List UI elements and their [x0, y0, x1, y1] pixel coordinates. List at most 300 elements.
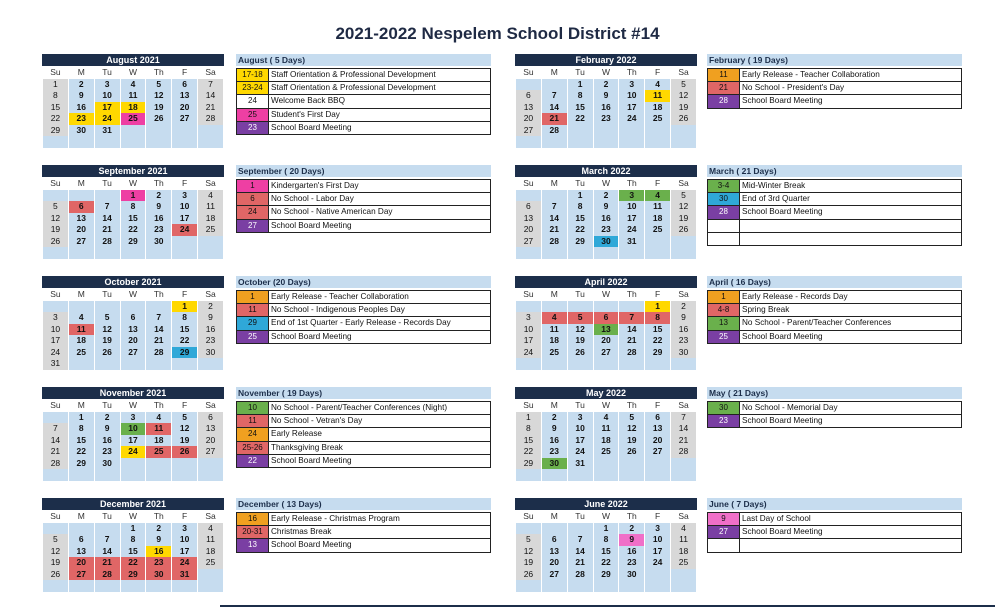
week-row [516, 201, 696, 213]
weekday-header: Th [619, 178, 644, 190]
week-row [43, 446, 223, 458]
day-cell: 24 [516, 347, 541, 359]
day-cell: 14 [542, 102, 567, 114]
weekday-header: W [121, 67, 146, 79]
day-cell: 5 [43, 201, 68, 213]
weekday-header-row [43, 511, 223, 523]
day-cell: 26 [95, 347, 120, 359]
weekday-header: F [645, 400, 670, 412]
day-cell: 22 [172, 335, 197, 347]
day-cell: 21 [542, 224, 567, 236]
day-cell: 17 [619, 213, 644, 225]
week-row [43, 102, 223, 114]
event-row [236, 206, 491, 219]
empty-day-cell [594, 247, 619, 259]
day-cell: 8 [69, 423, 94, 435]
empty-day-cell [594, 125, 619, 137]
month-header: October 2021 [42, 276, 224, 288]
day-cell: 1 [645, 301, 670, 313]
day-cell: 17 [645, 546, 670, 558]
day-cell: 25 [542, 347, 567, 359]
empty-day-cell [671, 125, 696, 137]
day-cell: 23 [619, 557, 644, 569]
day-cell: 28 [542, 125, 567, 137]
weekday-header: W [594, 178, 619, 190]
weekday-header: Th [619, 67, 644, 79]
day-cell: 28 [95, 569, 120, 581]
event-row [236, 193, 491, 206]
day-cell: 20 [594, 335, 619, 347]
weekday-header: W [594, 400, 619, 412]
day-cell: 15 [69, 435, 94, 447]
week-row [516, 236, 696, 248]
empty-day-cell [516, 358, 541, 370]
month-table [42, 67, 224, 148]
empty-day-cell [645, 125, 670, 137]
day-cell: 4 [645, 190, 670, 202]
event-description: No School - Native American Day [271, 207, 393, 217]
month-calendar [42, 387, 224, 481]
event-list [236, 498, 491, 553]
week-row [516, 113, 696, 125]
event-list-header: June ( 7 Days) [707, 498, 962, 510]
event-list [236, 165, 491, 233]
day-cell: 26 [568, 347, 593, 359]
weekday-header: M [542, 400, 567, 412]
day-cell: 10 [516, 324, 541, 336]
day-cell: 28 [43, 458, 68, 470]
week-row [43, 301, 223, 313]
empty-day-cell [542, 79, 567, 91]
day-cell: 8 [568, 90, 593, 102]
event-row [707, 193, 962, 206]
day-cell: 1 [121, 190, 146, 202]
day-cell: 19 [95, 335, 120, 347]
day-cell: 7 [146, 312, 171, 324]
empty-day-cell [146, 458, 171, 470]
day-cell: 24 [172, 224, 197, 236]
event-description: No School - Parent/Teacher Conferences (Night) [271, 403, 448, 412]
day-cell: 24 [619, 113, 644, 125]
day-cell: 17 [619, 102, 644, 114]
weekday-header: Tu [95, 67, 120, 79]
event-date: 10 [237, 402, 269, 414]
empty-day-cell [69, 247, 94, 259]
day-cell: 5 [568, 312, 593, 324]
day-cell: 20 [542, 557, 567, 569]
week-row [43, 412, 223, 424]
event-list-header: August ( 5 Days) [236, 54, 491, 66]
day-cell: 22 [69, 446, 94, 458]
weekday-header: Sa [671, 511, 696, 523]
empty-day-cell [619, 580, 644, 592]
event-row [236, 122, 491, 135]
day-cell: 19 [671, 102, 696, 114]
day-cell: 20 [516, 113, 541, 125]
weekday-header: Th [146, 67, 171, 79]
week-row [43, 247, 223, 259]
empty-day-cell [121, 136, 146, 148]
event-description: School Board Meeting [742, 527, 823, 537]
weekday-header: Sa [671, 67, 696, 79]
day-cell: 16 [95, 435, 120, 447]
day-cell: 31 [619, 236, 644, 248]
event-row [707, 415, 962, 428]
day-cell: 13 [516, 213, 541, 225]
empty-day-cell [594, 458, 619, 470]
weekday-header: Tu [95, 400, 120, 412]
day-cell: 8 [645, 312, 670, 324]
event-list [236, 54, 491, 135]
day-cell: 10 [43, 324, 68, 336]
event-description: No School - President's Day [742, 83, 845, 93]
day-cell: 14 [198, 90, 223, 102]
day-cell: 12 [172, 423, 197, 435]
day-cell: 24 [95, 113, 120, 125]
empty-day-cell [645, 580, 670, 592]
event-description: School Board Meeting [271, 455, 352, 465]
event-row [707, 206, 962, 219]
weekday-header: W [121, 289, 146, 301]
day-cell: 16 [594, 213, 619, 225]
day-cell: 6 [69, 201, 94, 213]
day-cell: 5 [172, 412, 197, 424]
event-description: Early Release - Christmas Program [271, 514, 400, 523]
day-cell: 23 [594, 224, 619, 236]
weekday-header: Su [516, 511, 541, 523]
event-description: Early Release - Records Day [742, 292, 848, 301]
day-cell: 2 [594, 190, 619, 202]
event-date [708, 539, 740, 551]
day-cell: 8 [516, 423, 541, 435]
day-cell: 1 [121, 523, 146, 535]
day-cell: 15 [516, 435, 541, 447]
day-cell: 23 [542, 446, 567, 458]
day-cell: 25 [198, 557, 223, 569]
day-cell: 4 [198, 190, 223, 202]
empty-day-cell [594, 580, 619, 592]
event-date: 25-26 [237, 442, 269, 454]
event-date: 25 [708, 331, 740, 343]
week-row [516, 301, 696, 313]
day-cell: 13 [645, 423, 670, 435]
day-cell: 20 [645, 435, 670, 447]
weekday-header: Sa [198, 511, 223, 523]
day-cell: 12 [95, 324, 120, 336]
week-row [516, 546, 696, 558]
day-cell: 30 [542, 458, 567, 470]
day-cell: 15 [645, 324, 670, 336]
weekday-header: Tu [568, 511, 593, 523]
day-cell: 25 [69, 347, 94, 359]
day-cell: 3 [43, 312, 68, 324]
day-cell: 11 [121, 90, 146, 102]
week-row [516, 347, 696, 359]
weekday-header: F [172, 67, 197, 79]
event-date: 6 [237, 193, 269, 205]
event-date [708, 233, 740, 245]
day-cell: 14 [43, 435, 68, 447]
event-date: 11 [237, 415, 269, 427]
empty-day-cell [542, 136, 567, 148]
event-row [236, 304, 491, 317]
week-row [516, 213, 696, 225]
empty-day-cell [69, 358, 94, 370]
empty-day-cell [568, 523, 593, 535]
day-cell: 30 [146, 236, 171, 248]
day-cell: 9 [594, 90, 619, 102]
empty-day-cell [198, 569, 223, 581]
empty-day-cell [516, 580, 541, 592]
day-cell: 4 [671, 523, 696, 535]
day-cell: 27 [172, 113, 197, 125]
week-row [516, 102, 696, 114]
month-header: March 2022 [515, 165, 697, 177]
day-cell: 21 [95, 224, 120, 236]
event-row [236, 109, 491, 122]
day-cell: 9 [146, 201, 171, 213]
day-cell: 1 [568, 79, 593, 91]
weekday-header: Tu [568, 289, 593, 301]
week-row [516, 125, 696, 137]
month-calendar [515, 165, 697, 259]
month-table [515, 178, 697, 259]
day-cell: 8 [594, 534, 619, 546]
week-row [43, 79, 223, 91]
empty-day-cell [671, 569, 696, 581]
weekday-header: M [542, 67, 567, 79]
day-cell: 7 [671, 412, 696, 424]
event-list-header: May ( 21 Days) [707, 387, 962, 399]
day-cell: 4 [198, 523, 223, 535]
empty-day-cell [95, 358, 120, 370]
day-cell: 18 [198, 546, 223, 558]
empty-day-cell [568, 358, 593, 370]
weekday-header: Th [146, 511, 171, 523]
day-cell: 5 [43, 534, 68, 546]
month-header: June 2022 [515, 498, 697, 510]
event-description: Welcome Back BBQ [271, 96, 346, 106]
event-date: 9 [708, 513, 740, 525]
week-row [516, 423, 696, 435]
day-cell: 11 [198, 534, 223, 546]
empty-day-cell [542, 469, 567, 481]
day-cell: 8 [43, 90, 68, 102]
empty-day-cell [594, 358, 619, 370]
day-cell: 12 [671, 201, 696, 213]
weekday-header: Th [619, 289, 644, 301]
weekday-header: Su [43, 400, 68, 412]
event-date: 30 [708, 193, 740, 205]
day-cell: 13 [516, 102, 541, 114]
week-row [516, 523, 696, 535]
weekday-header-row [43, 289, 223, 301]
week-row [516, 435, 696, 447]
day-cell: 19 [516, 557, 541, 569]
day-cell: 25 [645, 113, 670, 125]
event-date: 1 [708, 291, 740, 303]
week-row [516, 458, 696, 470]
day-cell: 9 [671, 312, 696, 324]
day-cell: 6 [516, 90, 541, 102]
event-description: Mid-Winter Break [742, 181, 806, 190]
day-cell: 21 [95, 557, 120, 569]
empty-day-cell [671, 136, 696, 148]
day-cell: 24 [43, 347, 68, 359]
day-cell: 10 [568, 423, 593, 435]
day-cell: 11 [69, 324, 94, 336]
event-date: 13 [708, 317, 740, 329]
empty-day-cell [542, 358, 567, 370]
month-calendar [42, 54, 224, 148]
day-cell: 5 [619, 412, 644, 424]
event-description: Staff Orientation & Professional Development [271, 70, 436, 79]
day-cell: 26 [146, 113, 171, 125]
empty-day-cell [619, 301, 644, 313]
event-description: No School - Labor Day [271, 194, 354, 204]
day-cell: 13 [69, 213, 94, 225]
month-calendar [515, 387, 697, 481]
empty-day-cell [69, 469, 94, 481]
day-cell: 18 [594, 435, 619, 447]
day-cell: 3 [645, 523, 670, 535]
day-cell: 26 [172, 446, 197, 458]
day-cell: 30 [594, 236, 619, 248]
empty-day-cell [172, 136, 197, 148]
day-cell: 22 [594, 557, 619, 569]
empty-day-cell [69, 301, 94, 313]
day-cell: 19 [172, 435, 197, 447]
event-date: 27 [708, 526, 740, 538]
day-cell: 7 [568, 534, 593, 546]
event-row [707, 290, 962, 304]
day-cell: 12 [43, 546, 68, 558]
day-cell: 18 [671, 546, 696, 558]
event-description: School Board Meeting [742, 331, 823, 341]
day-cell: 27 [69, 569, 94, 581]
weekday-header-row [516, 400, 696, 412]
weekday-header-row [43, 178, 223, 190]
event-date: 23 [708, 415, 740, 427]
empty-day-cell [542, 523, 567, 535]
weekday-header: Su [516, 67, 541, 79]
empty-day-cell [568, 469, 593, 481]
day-cell: 23 [671, 335, 696, 347]
day-cell: 27 [645, 446, 670, 458]
day-cell: 7 [542, 90, 567, 102]
event-date: 27 [237, 220, 269, 232]
event-description: No School - Memorial Day [742, 403, 838, 412]
weekday-header: Su [43, 289, 68, 301]
day-cell: 11 [542, 324, 567, 336]
day-cell: 2 [146, 190, 171, 202]
day-cell: 8 [121, 534, 146, 546]
day-cell: 9 [542, 423, 567, 435]
event-row [707, 233, 962, 246]
day-cell: 6 [645, 412, 670, 424]
event-date: 25 [237, 109, 269, 121]
week-row [43, 335, 223, 347]
day-cell: 20 [69, 557, 94, 569]
week-row [516, 412, 696, 424]
empty-day-cell [516, 190, 541, 202]
weekday-header: Sa [671, 400, 696, 412]
day-cell: 26 [619, 446, 644, 458]
event-list-header: September ( 20 Days) [236, 165, 491, 177]
day-cell: 7 [542, 201, 567, 213]
week-row [43, 224, 223, 236]
week-row [516, 469, 696, 481]
day-cell: 6 [542, 534, 567, 546]
empty-day-cell [43, 523, 68, 535]
event-description: Last Day of School [742, 514, 811, 523]
event-description: Thanksgiving Break [271, 442, 343, 452]
event-row [236, 455, 491, 468]
weekday-header: M [542, 289, 567, 301]
event-row [707, 95, 962, 108]
week-row [516, 136, 696, 148]
weekday-header: F [172, 511, 197, 523]
month-table [42, 400, 224, 481]
empty-day-cell [172, 125, 197, 137]
day-cell: 10 [172, 534, 197, 546]
day-cell: 4 [69, 312, 94, 324]
empty-day-cell [146, 125, 171, 137]
day-cell: 11 [671, 534, 696, 546]
day-cell: 29 [516, 458, 541, 470]
day-cell: 8 [172, 312, 197, 324]
event-date: 17-18 [237, 69, 269, 81]
empty-day-cell [671, 469, 696, 481]
event-date: 22 [237, 455, 269, 467]
event-date: 29 [237, 317, 269, 329]
empty-day-cell [594, 469, 619, 481]
day-cell: 22 [516, 446, 541, 458]
event-date: 13 [237, 539, 269, 551]
empty-day-cell [198, 358, 223, 370]
empty-day-cell [198, 580, 223, 592]
day-cell: 6 [516, 201, 541, 213]
empty-day-cell [645, 469, 670, 481]
event-row [707, 68, 962, 82]
day-cell: 10 [121, 423, 146, 435]
week-row [43, 113, 223, 125]
day-cell: 16 [594, 102, 619, 114]
event-row [707, 401, 962, 415]
day-cell: 3 [95, 79, 120, 91]
empty-day-cell [95, 469, 120, 481]
weekday-header-row [43, 400, 223, 412]
empty-day-cell [645, 247, 670, 259]
day-cell: 13 [542, 546, 567, 558]
day-cell: 30 [198, 347, 223, 359]
day-cell: 9 [594, 201, 619, 213]
day-cell: 6 [121, 312, 146, 324]
empty-day-cell [95, 247, 120, 259]
day-cell: 20 [516, 224, 541, 236]
empty-day-cell [95, 523, 120, 535]
event-date: 23 [237, 122, 269, 134]
day-cell: 16 [146, 213, 171, 225]
day-cell: 5 [95, 312, 120, 324]
day-cell: 17 [121, 435, 146, 447]
day-cell: 4 [542, 312, 567, 324]
event-description: School Board Meeting [271, 540, 352, 550]
day-cell: 13 [69, 546, 94, 558]
day-cell: 19 [43, 557, 68, 569]
day-cell: 31 [95, 125, 120, 137]
event-description: Spring Break [742, 305, 790, 315]
